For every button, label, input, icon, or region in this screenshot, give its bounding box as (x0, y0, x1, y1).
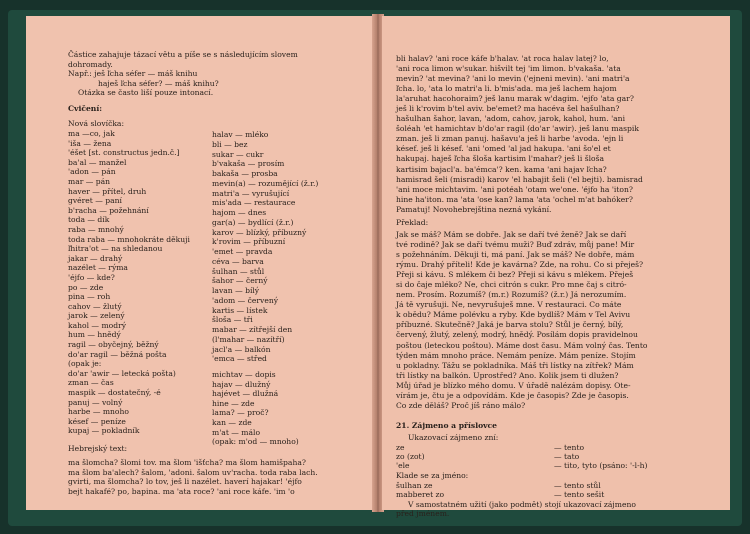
noun-example-he: šulhan ze (396, 481, 433, 490)
noun-example-he: mabberet zo (396, 490, 445, 499)
pronoun-he: zo (zot) (396, 452, 425, 461)
text-line: matri'a — vyrušující (212, 188, 290, 198)
noun-example-cz: — tento stůl (554, 481, 601, 490)
text-line: céva — barva (212, 256, 264, 266)
text-line: (opak: m'od — mnoho) (212, 437, 299, 447)
text-line: bli — bez (212, 139, 248, 149)
text-line: toda — dík (68, 215, 110, 225)
text-line: mevin? 'at mevina? 'ani lo mevin ('ejneni mevin). 'ani matri'a (396, 74, 630, 84)
pronoun-cz: — tito, tyto (psáno: '-l-h) (554, 461, 648, 470)
text-line: haver — přítel, druh (68, 186, 147, 196)
text-line: harbe — mnoho (68, 407, 129, 417)
text-line: hine — zde (212, 398, 255, 408)
text-line: 'éjfo — kde? (68, 272, 115, 282)
text-line: hine ha'iton. ma 'ata 'ose kan? lama 'ata 'ochel m'at bahóker? (396, 194, 633, 204)
text-line: Pamatuj! Novohebrejština nezná vykání. (396, 204, 552, 214)
hebrew-text-heading: Hebrejský text: (68, 444, 128, 453)
text-line: panuj — volný (68, 397, 123, 407)
intro-line: dohromady. (68, 59, 113, 69)
text-line: Co zde děláš? Proč jíš ráno málo? (396, 400, 526, 410)
text-line: u pokladny. Tážu se pokladníka. Máš tři lístky na zítřek? Mám (396, 360, 634, 370)
text-line: mevin(a) — rozumějící (ž.r.) (212, 178, 319, 188)
text-line: lavan — bílý (212, 286, 260, 295)
text-line: gar(a) — bydlící (ž.r.) (212, 217, 294, 227)
pronoun-cz: — tento (554, 443, 585, 452)
text-line: příbuzné. Skutečně? Jaká je barva stolu? Stůl je černý, bílý, (396, 320, 624, 330)
intro-line: Otázka se často liší pouze intonací. (78, 88, 214, 98)
text-line: bakaša — prosba (212, 169, 278, 178)
text-line: šoléah 'et hamichtav b'do'ar ragil (do'ar 'awir). ješ lanu maspik (396, 124, 639, 134)
text-line: Jak se máš? Mám se dobře. Jak se daří tvé ženě? Jak se daří (396, 230, 627, 239)
text-line: nem. Prosím. Rozumíš? (m.r.) Rozumíš? (ž.r.) Já nerozumím. (396, 290, 627, 300)
intro-line: haješ ľcha séfer? — máš knihu? (98, 78, 219, 88)
exercises-heading: Cvičení: (68, 104, 103, 113)
hebrew-continuation (396, 54, 643, 215)
text-line: si do čaje mléko? Ne, chci citrón s cukr. Pro mne čaj s citró- (396, 280, 627, 290)
translation-block (396, 230, 647, 411)
text-line: 'adon — pán (68, 167, 116, 177)
text-line: la'aruhat hacohoraim? ješ lanu marak w'dagim. 'ejfo 'ata gar? (396, 94, 634, 104)
text-line: lama? — proč? (212, 408, 269, 418)
text-line: maspik — dostatečný, -é (68, 388, 161, 398)
pronoun-he: 'ele (396, 461, 410, 470)
text-line: jacl'a — balkón (212, 344, 271, 354)
text-line: késef — peníze (68, 416, 126, 426)
text-line: ba'al — manžel (68, 157, 127, 167)
text-line: šloša — tři (212, 315, 253, 325)
noun-example-cz: — tento sešit (554, 490, 605, 499)
text-line: pina — roh (68, 292, 111, 302)
text-line: tvé rodině? Jak se daří tvému muži? Buď zdráv, můj pane! Mir (396, 240, 635, 250)
text-line: gvéret — paní (68, 196, 122, 206)
text-line: ma —co, jak (68, 129, 115, 138)
text-line: poštou (leteckou poštou). Máme dost času. Mám volný čas. Tento (396, 340, 648, 350)
text-line: nazélet — rýma (68, 263, 128, 273)
text-line: šulhan — stůl (212, 266, 265, 276)
hebrew-line: ma šlom ba'alech? šalom, 'adoni. šalom uv'racha. toda raba lach. (68, 467, 318, 477)
section-heading: 21. Zájmeno a příslovce (396, 421, 498, 430)
text-line: ľhitra'ot — na shledanou (68, 244, 163, 254)
text-line: tři lístky na balkón. Uprostřed? Ano. Kolik jsem ti dlužen? (396, 370, 619, 380)
text-line: kahol — modrý (68, 320, 126, 330)
hebrew-text-block (68, 458, 318, 496)
hebrew-line: ma šlomcha? šlomi tov. ma šlom 'išťcha? ma šlom hamišpaha? (68, 458, 306, 467)
text-line: késef. ješ li késef. 'ani 'omed 'al jad hakupa. 'ani šo'el et (396, 144, 611, 154)
vocab-column-2 (212, 130, 318, 364)
text-line: s požehnáním. Děkuji ti, má paní. Jak se máš? Ne dobře, mám (396, 250, 635, 260)
text-line: raba — mnohý (68, 224, 124, 234)
text-line: k obědu? Máme polévku a ryby. Kde bydlíš? Mám v Tel Avivu (396, 310, 631, 320)
text-line: (opak je: (68, 359, 102, 369)
text-line: karov — blízký, příbuzný (212, 227, 307, 237)
text-line: cahov — žlutý (68, 301, 122, 311)
text-line: zman. ješ li zman panuj. hašavu'a ješ li harbe 'avoda. 'ejn li (396, 134, 624, 144)
text-line: b'vakaša — prosím (212, 159, 285, 169)
text-line: hum — hnědý (68, 330, 121, 340)
text-line: b'racha — požehnání (68, 205, 149, 215)
pronoun-he: ze (396, 443, 405, 452)
text-line: halav — mléko (212, 130, 269, 139)
noun-intro: Klade se za jméno: (396, 471, 469, 480)
text-line: 'ani moce michtavim. 'ani potéah 'otam we'one. 'éjfo ha 'iton? (396, 184, 633, 194)
intro-line: Částice zahajuje tázací větu a píše se s následujícím slovem (68, 50, 298, 59)
vocab-heading: Nová slovíčka: (68, 119, 125, 128)
text-line: 'emca — střed (212, 354, 267, 364)
left-page (26, 16, 373, 510)
text-line: hašulhan šahor, lavan, 'adom, cahov, jarok, kahol, hum. 'ani (396, 114, 625, 124)
text-line: kartisim bajacl'a. ba'émca'? ken. kama 'ani hajav ľcha? (396, 164, 607, 174)
text-line: jarok — zelený (68, 311, 125, 321)
text-line: kupaj — pokladník (68, 426, 140, 436)
text-line: bli halav? 'ani roce káfe b'halav. 'at roca halav latej? lo, (396, 54, 609, 63)
text-line: rýmu. Drahý příteli! Kde je kavárna? Zde, na rohu. Co si přeješ? (396, 260, 644, 270)
text-line: týden mám mnoho práce. Nemám peníze. Mám peníze. Stojím (396, 350, 636, 360)
text-line: michtav — dopis (212, 370, 276, 379)
hebrew-line: bejt hakafé? po, bapina. ma 'ata roce? 'ani roce káfe. 'im 'o (68, 486, 295, 496)
text-line: kan — zde (212, 417, 252, 427)
text-line: sukar — cukr (212, 149, 264, 159)
text-line: m'at — málo (212, 427, 261, 437)
text-line: ragil — obyčejný, běžný (68, 340, 159, 350)
intro-line: Např.: ješ ľcha séfer — máš knihu (68, 69, 198, 79)
text-line: (l'mahar — nazítří) (212, 334, 285, 344)
pronoun-cz: — tato (554, 452, 580, 461)
text-line: hajom — dnes (212, 208, 267, 217)
pronoun-intro: Ukazovací zájmeno zní: (408, 433, 499, 442)
text-line: zman — čas (68, 378, 114, 388)
text-line: hajav — dlužný (212, 379, 271, 389)
text-line: hakupaj. haješ ľcha šloša kartisim l'mahar? ješ li šloša (396, 154, 605, 164)
text-line: kartis — lístek (212, 305, 268, 315)
text-line: Přeji si kávu. S mlékem či bez? Přeji si kávu s mlékem. Přeješ (396, 270, 634, 280)
text-line: vírám je, čtu je a odpovídám. Kde je časopis? Zde je časopis. (396, 390, 629, 400)
vocab-column-3 (212, 370, 299, 447)
text-line: šahor — černý (212, 276, 268, 286)
translation-heading: Překlad: (396, 218, 429, 227)
text-line: k'rovim — příbuzní (212, 237, 286, 247)
text-line: 'emet — pravda (212, 247, 273, 256)
right-page (382, 16, 730, 518)
text-line: ješ li k'rovim b'tel aviv. be'emet? ma hacéva šel hašulhan? (396, 104, 620, 114)
final-line: V samostatném užití (jako podmět) stojí ukazovací zájmeno (408, 500, 636, 509)
text-line: 'iša — žena (68, 138, 112, 148)
text-line: mis'ada — restaurace (212, 198, 296, 208)
text-line: červený, žlutý, zelený, modrý, hnědý. Posílám dopis pravidelnou (396, 330, 638, 340)
text-line: hamisrad šeli (misradi) karov 'el habajit šeli ('el bejti). bamisrad (396, 174, 643, 184)
text-line: jakar — drahý (68, 253, 123, 263)
text-line: 'ani roca limon w'sukar. hišvilt tej 'im limon. b'vakaša. 'ata (396, 64, 621, 74)
text-line: Já tě vyrušuji. Ne, nevyrušuješ mne. V restauraci. Co máte (396, 300, 622, 310)
vocab-column-1 (68, 129, 190, 436)
text-line: mabar — zítřejší den (212, 325, 293, 334)
text-line: Můj úřad je blízko mého domu. V úřadě nalézám dopisy. Ote- (396, 380, 631, 390)
hebrew-line: gvirti, ma šlomcha? lo tov, ješ li nazélet. haverí hajakar! 'éjfo (68, 477, 302, 487)
text-line: do'ar ragil — běžná pošta (68, 349, 167, 359)
text-line: do'ar 'awir — letecká pošta) (68, 368, 176, 378)
text-line: mar — pán (68, 176, 111, 186)
text-line: 'adom — červený (212, 295, 279, 305)
text-line: hajévet — dlužná (212, 389, 279, 399)
intro-block (68, 50, 298, 98)
text-line: po — zde (68, 282, 104, 292)
text-line: ľcha. lo, 'ata lo matri'a li. b'mis'ada. ma ješ lachem hajom (396, 84, 617, 94)
text-line: 'éšet [st. constructus jedn.č.] (68, 148, 180, 158)
text-line: toda raba — mnohokráte děkuji (68, 234, 190, 244)
final-line: před jménem. (396, 509, 450, 518)
